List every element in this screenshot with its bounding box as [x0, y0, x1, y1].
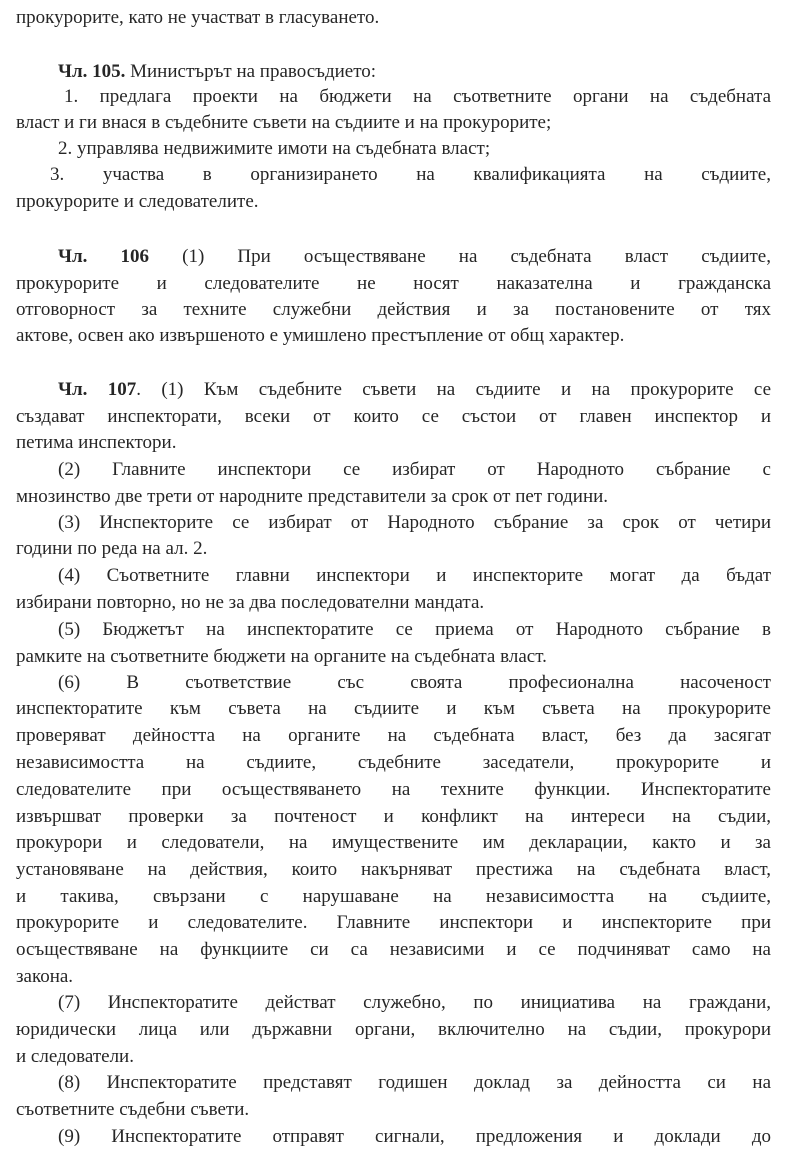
article-107-para-6-line-1: (6) В съответствие със своята професионална насоченост [58, 672, 771, 693]
article-106-line-2: прокурорите и следователите не носят наказателна и гражданска [16, 273, 771, 294]
article-107-para-4-line-1: (4) Съответните главни инспектори и инспекторите могат да бъдат [58, 565, 771, 586]
article-105-item-1-line-2: власт и ги внася в съдебните съвети на съдиите и на прокурорите; [16, 112, 552, 133]
article-107-para-6-line-12: закона. [16, 966, 74, 987]
article-105-item-3-line-1: 3. участва в организирането на квалификацията на съдиите, [50, 164, 771, 185]
article-107-para-8-line-2: съответните съдебни съвети. [16, 1099, 250, 1120]
article-107-line-2: създават инспекторати, всеки от които се състои от главен инспектор и [16, 406, 771, 427]
article-107-para-3-line-2: години по реда на ал. 2. [16, 538, 208, 559]
article-107-para-6-line-6: извършват проверки за почтеност и конфликт на интереси на съдии, [16, 806, 771, 827]
article-107-para-7-line-1: (7) Инспекторатите действат служебно, по инициатива на граждани, [58, 992, 771, 1013]
article-105-item-3-line-2: прокурорите и следователите. [16, 191, 259, 212]
article-106-label: Чл. 106 [58, 246, 149, 267]
article-106-line-1: Чл. 106 (1) При осъществяване на съдебната власт съдиите, [58, 246, 771, 267]
article-107-para-7-line-2: юридически лица или държавни органи, включително на съдии, прокурори [16, 1019, 771, 1040]
article-107-para-9-line-1: (9) Инспекторатите отправят сигнали, предложения и доклади до [58, 1126, 771, 1147]
article-107-line-3: петима инспектори. [16, 432, 177, 453]
article-107-para-6-line-4: независимостта на съдиите, съдебните заседатели, прокурорите и [16, 752, 771, 773]
article-107-para-2-line-2: мнозинство две трети от народните представители за срок от пет години. [16, 486, 609, 507]
article-107-para-6-line-3: проверяват дейността на органите на съдебната власт, без да засягат [16, 725, 771, 746]
article-105-item-2: 2. управлява недвижимите имоти на съдебната власт; [58, 138, 491, 159]
article-107-label: Чл. 107 [58, 379, 137, 400]
article-107-para-7-line-3: и следователи. [16, 1046, 134, 1067]
article-107-para-5-line-2: рамките на съответните бюджети на органите на съдебната власт. [16, 646, 547, 667]
article-107-para-6-line-2: инспекторатите към съвета на съдиите и към съвета на прокурорите [16, 698, 771, 719]
article-107-line-1: Чл. 107. (1) Към съдебните съвети на съдиите и на прокурорите се [58, 379, 771, 400]
article-105-head: Министърът на правосъдието: [125, 61, 377, 82]
article-107-para-6-line-7: прокурори и следователи, на имуществените им декларации, както и за [16, 832, 771, 853]
article-107-para-8-line-1: (8) Инспекторатите представят годишен доклад за дейността си на [58, 1072, 771, 1093]
article-105-label: Чл. 105. [58, 61, 126, 82]
article-107-para-2-line-1: (2) Главните инспектори се избират от Народното събрание с [58, 459, 771, 480]
article-107-para-6-line-11: осъществяване на функциите си са независими и се подчиняват само на [16, 939, 771, 960]
article-107-para-3-line-1: (3) Инспекторите се избират от Народното събрание за срок от четири [58, 512, 771, 533]
article-107-para-5-line-1: (5) Бюджетът на инспекторатите се приема от Народното събрание в [58, 619, 771, 640]
article-107-para-4-line-2: избирани повторно, но не за два последователни мандата. [16, 592, 485, 613]
article-107-para-6-line-8: установяване на действия, които накърняват престижа на съдебната власт, [16, 859, 771, 880]
article-106-line-3: отговорност за техните служебни действия и за постановените от тях [16, 299, 771, 320]
intro-tail-line: прокурорите, като не участват в гласуването. [16, 7, 380, 28]
article-106-line-4: актове, освен ако извършеното е умишлено престъпление от общ характер. [16, 325, 625, 346]
article-105-item-1-line-1: 1. предлага проекти на бюджети на съответните органи на съдебната [64, 86, 771, 107]
article-105-heading [58, 60, 790, 84]
article-107-para-6-line-10: прокурорите и следователите. Главните инспектори и инспекторите при [16, 912, 771, 933]
article-107-para-6-line-9: и такива, свързани с нарушаване на независимостта на съдиите, [16, 886, 771, 907]
article-107-para-6-line-5: следователите при осъществяването на техните функции. Инспекторатите [16, 779, 771, 800]
